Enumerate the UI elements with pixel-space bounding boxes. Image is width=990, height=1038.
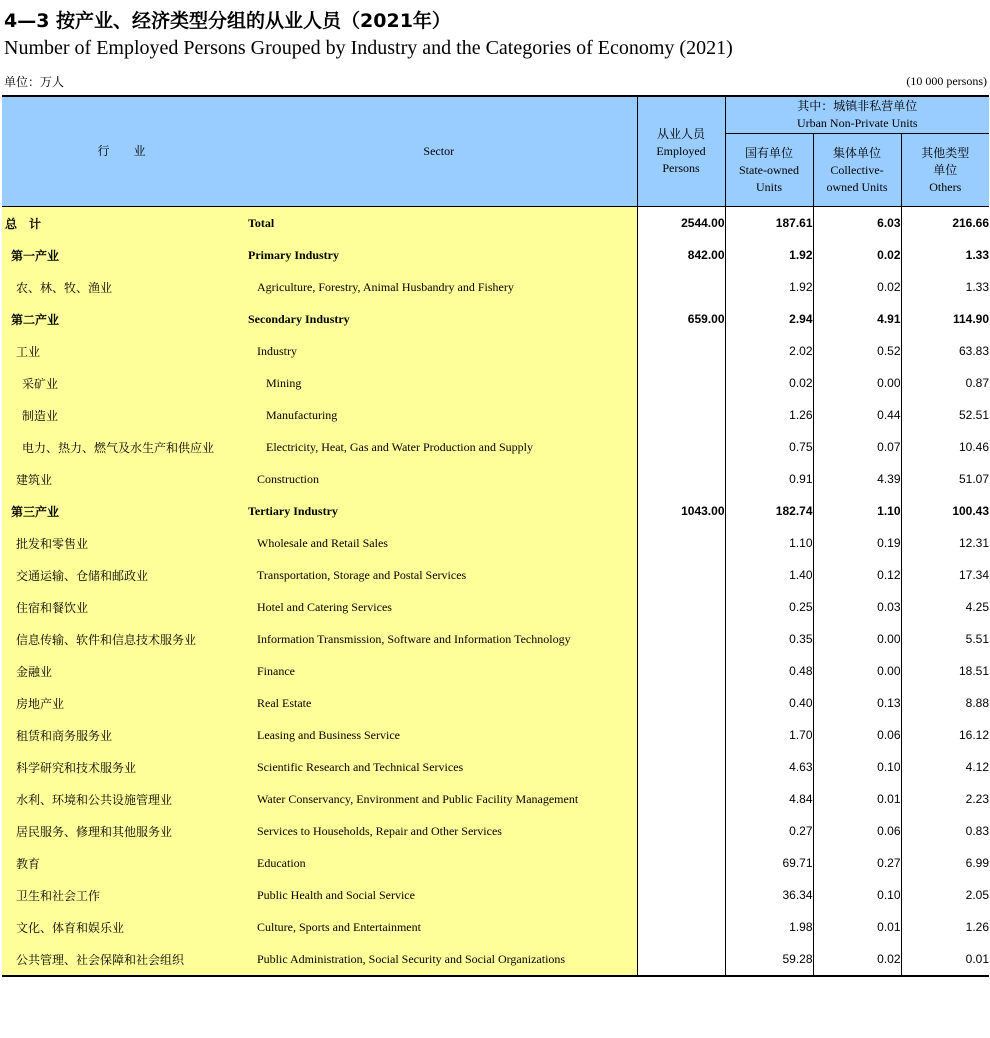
- table-row: [2, 559, 989, 591]
- row-employed-persons: 842.00: [637, 239, 725, 271]
- table-row: [2, 847, 989, 879]
- row-industry-cn: 居民服务、修理和其他服务业: [2, 815, 241, 847]
- row-state-owned: 36.34: [725, 879, 813, 911]
- row-others: 4.25: [901, 591, 989, 623]
- table-row: [2, 687, 989, 719]
- row-collective-owned: 0.03: [813, 591, 901, 623]
- table-row: [2, 431, 989, 463]
- page-title-cn: 4—3 按产业、经济类型分组的从业人员（2021年）: [4, 10, 451, 32]
- row-collective-owned: 4.91: [813, 303, 901, 335]
- row-state-owned: 1.98: [725, 911, 813, 943]
- row-sector-en: Primary Industry: [241, 239, 637, 271]
- row-others: 10.46: [901, 431, 989, 463]
- row-employed-persons: [637, 655, 725, 687]
- row-state-owned: 4.84: [725, 783, 813, 815]
- row-industry-cn: 房地产业: [2, 687, 241, 719]
- row-others: 51.07: [901, 463, 989, 495]
- row-collective-owned: 0.01: [813, 911, 901, 943]
- table-row: [2, 239, 989, 271]
- row-industry-cn: 采矿业: [2, 367, 241, 399]
- row-employed-persons: 1043.00: [637, 495, 725, 527]
- row-employed-persons: [637, 335, 725, 367]
- table-row: [2, 623, 989, 655]
- row-collective-owned: 0.06: [813, 719, 901, 751]
- row-employed-persons: [637, 847, 725, 879]
- row-others: 5.51: [901, 623, 989, 655]
- row-employed-persons: [637, 367, 725, 399]
- row-collective-owned: 0.44: [813, 399, 901, 431]
- table-row: [2, 879, 989, 911]
- row-collective-owned: 0.10: [813, 751, 901, 783]
- row-industry-cn: 科学研究和技术服务业: [2, 751, 241, 783]
- row-state-owned: 0.48: [725, 655, 813, 687]
- row-collective-owned: 0.27: [813, 847, 901, 879]
- row-state-owned: 1.40: [725, 559, 813, 591]
- row-employed-persons: [637, 431, 725, 463]
- header-collective-owned-units: 集体单位 Collective- owned Units: [813, 134, 901, 207]
- table-row: [2, 943, 989, 976]
- row-employed-persons: [637, 687, 725, 719]
- row-sector-en: Tertiary Industry: [241, 495, 637, 527]
- row-state-owned: 0.25: [725, 591, 813, 623]
- row-sector-en: Finance: [241, 655, 637, 687]
- row-others: 0.01: [901, 943, 989, 976]
- row-state-owned: 182.74: [725, 495, 813, 527]
- row-state-owned: 0.02: [725, 367, 813, 399]
- row-industry-cn: 租赁和商务服务业: [2, 719, 241, 751]
- row-others: 2.05: [901, 879, 989, 911]
- row-others: 1.33: [901, 239, 989, 271]
- row-employed-persons: [637, 591, 725, 623]
- row-industry-cn: 总 计: [2, 207, 241, 240]
- row-employed-persons: [637, 815, 725, 847]
- row-employed-persons: [637, 271, 725, 303]
- table-row: [2, 335, 989, 367]
- unit-label-cn: 单位：万人: [4, 75, 65, 89]
- row-industry-cn: 金融业: [2, 655, 241, 687]
- table-row: [2, 495, 989, 527]
- row-state-owned: 0.75: [725, 431, 813, 463]
- row-employed-persons: [637, 783, 725, 815]
- table-row: [2, 527, 989, 559]
- row-collective-owned: 0.02: [813, 271, 901, 303]
- row-sector-en: Agriculture, Forestry, Animal Husbandry and Fishery: [241, 271, 637, 303]
- row-others: 17.34: [901, 559, 989, 591]
- row-industry-cn: 农、林、牧、渔业: [2, 271, 241, 303]
- row-collective-owned: 6.03: [813, 207, 901, 240]
- row-others: 8.88: [901, 687, 989, 719]
- row-state-owned: 1.10: [725, 527, 813, 559]
- row-industry-cn: 住宿和餐饮业: [2, 591, 241, 623]
- header-employed-persons: 从业人员 Employed Persons: [637, 96, 725, 207]
- row-industry-cn: 卫生和社会工作: [2, 879, 241, 911]
- row-employed-persons: [637, 719, 725, 751]
- page-title-en: Number of Employed Persons Grouped by Industry and the Categories of Economy (2021): [4, 37, 733, 59]
- row-industry-cn: 制造业: [2, 399, 241, 431]
- row-employed-persons: [637, 879, 725, 911]
- table-row: [2, 815, 989, 847]
- unit-label-en: (10 000 persons): [906, 74, 987, 88]
- row-sector-en: Real Estate: [241, 687, 637, 719]
- row-employed-persons: [637, 463, 725, 495]
- row-sector-en: Public Health and Social Service: [241, 879, 637, 911]
- row-sector-en: Wholesale and Retail Sales: [241, 527, 637, 559]
- table-row: [2, 751, 989, 783]
- row-industry-cn: 水利、环境和公共设施管理业: [2, 783, 241, 815]
- row-state-owned: 1.92: [725, 239, 813, 271]
- row-employed-persons: [637, 399, 725, 431]
- row-collective-owned: 0.06: [813, 815, 901, 847]
- row-collective-owned: 0.12: [813, 559, 901, 591]
- row-state-owned: 187.61: [725, 207, 813, 240]
- row-industry-cn: 工业: [2, 335, 241, 367]
- row-industry-cn: 公共管理、社会保障和社会组织: [2, 943, 241, 976]
- table-row: [2, 207, 989, 240]
- row-industry-cn: 信息传输、软件和信息技术服务业: [2, 623, 241, 655]
- table-row: [2, 783, 989, 815]
- row-others: 16.12: [901, 719, 989, 751]
- row-employed-persons: [637, 623, 725, 655]
- table-row: [2, 719, 989, 751]
- header-sector-en: Sector: [241, 96, 637, 207]
- row-sector-en: Culture, Sports and Entertainment: [241, 911, 637, 943]
- row-employed-persons: [637, 527, 725, 559]
- row-others: 1.33: [901, 271, 989, 303]
- header-industry-cn: 行 业: [2, 96, 241, 207]
- row-collective-owned: 1.10: [813, 495, 901, 527]
- row-sector-en: Education: [241, 847, 637, 879]
- row-employed-persons: 2544.00: [637, 207, 725, 240]
- row-collective-owned: 0.52: [813, 335, 901, 367]
- row-state-owned: 0.27: [725, 815, 813, 847]
- table-row: [2, 399, 989, 431]
- row-industry-cn: 第一产业: [2, 239, 241, 271]
- row-others: 6.99: [901, 847, 989, 879]
- row-others: 114.90: [901, 303, 989, 335]
- row-sector-en: Information Transmission, Software and Information Technology: [241, 623, 637, 655]
- row-others: 12.31: [901, 527, 989, 559]
- row-collective-owned: 0.19: [813, 527, 901, 559]
- row-collective-owned: 0.07: [813, 431, 901, 463]
- row-sector-en: Public Administration, Social Security and Social Organizations: [241, 943, 637, 976]
- row-employed-persons: [637, 943, 725, 976]
- row-sector-en: Transportation, Storage and Postal Services: [241, 559, 637, 591]
- row-industry-cn: 第三产业: [2, 495, 241, 527]
- row-state-owned: 1.92: [725, 271, 813, 303]
- row-others: 100.43: [901, 495, 989, 527]
- row-employed-persons: [637, 911, 725, 943]
- row-others: 4.12: [901, 751, 989, 783]
- header-state-owned-units: 国有单位 State-owned Units: [725, 134, 813, 207]
- row-others: 63.83: [901, 335, 989, 367]
- row-sector-en: Manufacturing: [241, 399, 637, 431]
- row-industry-cn: 电力、热力、燃气及水生产和供应业: [2, 431, 241, 463]
- table-row: [2, 271, 989, 303]
- row-state-owned: 0.35: [725, 623, 813, 655]
- row-sector-en: Electricity, Heat, Gas and Water Production and Supply: [241, 431, 637, 463]
- row-sector-en: Secondary Industry: [241, 303, 637, 335]
- row-sector-en: Leasing and Business Service: [241, 719, 637, 751]
- row-industry-cn: 建筑业: [2, 463, 241, 495]
- row-state-owned: 2.94: [725, 303, 813, 335]
- row-sector-en: Scientific Research and Technical Services: [241, 751, 637, 783]
- row-sector-en: Industry: [241, 335, 637, 367]
- row-others: 2.23: [901, 783, 989, 815]
- row-industry-cn: 教育: [2, 847, 241, 879]
- row-state-owned: 0.91: [725, 463, 813, 495]
- employment-table: [2, 95, 989, 977]
- row-others: 216.66: [901, 207, 989, 240]
- row-sector-en: Water Conservancy, Environment and Public Facility Management: [241, 783, 637, 815]
- table-row: [2, 303, 989, 335]
- row-collective-owned: 0.00: [813, 655, 901, 687]
- table-row: [2, 367, 989, 399]
- row-employed-persons: [637, 559, 725, 591]
- header-urban-non-private-units: 其中：城镇非私营单位 Urban Non-Private Units: [725, 96, 989, 134]
- row-collective-owned: 0.00: [813, 623, 901, 655]
- row-sector-en: Construction: [241, 463, 637, 495]
- row-state-owned: 1.26: [725, 399, 813, 431]
- row-others: 52.51: [901, 399, 989, 431]
- header-others: 其他类型 单位 Others: [901, 134, 989, 207]
- row-sector-en: Services to Households, Repair and Other Services: [241, 815, 637, 847]
- table-row: [2, 591, 989, 623]
- row-sector-en: Hotel and Catering Services: [241, 591, 637, 623]
- row-collective-owned: 0.10: [813, 879, 901, 911]
- row-collective-owned: 0.13: [813, 687, 901, 719]
- row-industry-cn: 批发和零售业: [2, 527, 241, 559]
- row-industry-cn: 交通运输、仓储和邮政业: [2, 559, 241, 591]
- row-collective-owned: 0.02: [813, 943, 901, 976]
- row-employed-persons: [637, 751, 725, 783]
- row-collective-owned: 0.02: [813, 239, 901, 271]
- row-industry-cn: 文化、体育和娱乐业: [2, 911, 241, 943]
- row-collective-owned: 0.00: [813, 367, 901, 399]
- row-state-owned: 69.71: [725, 847, 813, 879]
- row-state-owned: 0.40: [725, 687, 813, 719]
- table-row: [2, 911, 989, 943]
- row-sector-en: Mining: [241, 367, 637, 399]
- row-employed-persons: 659.00: [637, 303, 725, 335]
- row-collective-owned: 0.01: [813, 783, 901, 815]
- row-state-owned: 2.02: [725, 335, 813, 367]
- row-others: 0.87: [901, 367, 989, 399]
- row-sector-en: Total: [241, 207, 637, 240]
- table-row: [2, 463, 989, 495]
- table-row: [2, 655, 989, 687]
- row-collective-owned: 4.39: [813, 463, 901, 495]
- row-others: 0.83: [901, 815, 989, 847]
- row-others: 18.51: [901, 655, 989, 687]
- row-state-owned: 59.28: [725, 943, 813, 976]
- row-industry-cn: 第二产业: [2, 303, 241, 335]
- row-state-owned: 4.63: [725, 751, 813, 783]
- row-state-owned: 1.70: [725, 719, 813, 751]
- row-others: 1.26: [901, 911, 989, 943]
